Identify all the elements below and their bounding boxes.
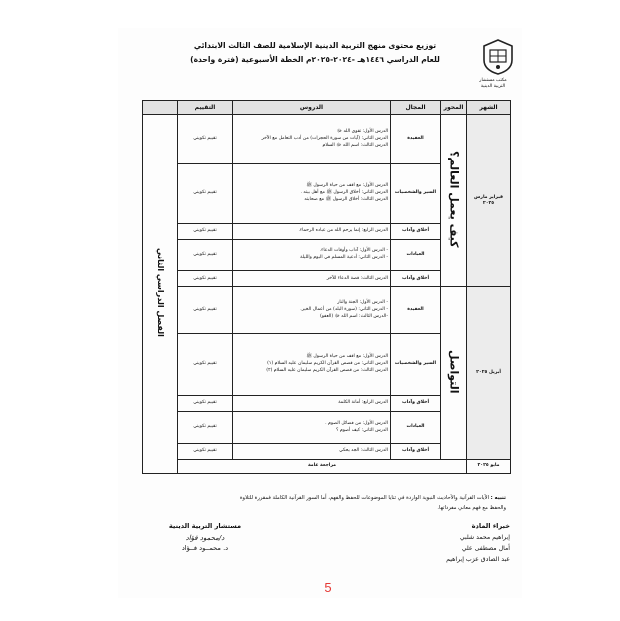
- lesson-item: الدرس الأول: مع اقف من حياة الرسول ﷺ: [306, 183, 388, 189]
- domain-cell: أخلاق وآداب: [391, 223, 441, 239]
- table-row: [143, 115, 511, 164]
- domain-cell: السير والشخصيات: [391, 334, 441, 396]
- domain-cell: العقيدة: [391, 115, 441, 164]
- domain-cell: العقيدة: [391, 287, 441, 334]
- evaluation-cell: تقييم تكويني: [178, 395, 233, 411]
- lessons-cell: [233, 334, 391, 396]
- evaluation-cell: تقييم تكويني: [178, 115, 233, 164]
- lessons-cell: [233, 115, 391, 164]
- office-label: [458, 78, 528, 90]
- evaluation-cell: تقييم تكويني: [178, 443, 233, 459]
- lesson-item: الدرس الثاني: من قصص القرآن الكريم سليمان عليه السلام (١): [267, 361, 388, 367]
- lesson-item: الدرس الأول: من فضائل الصوم .: [325, 420, 388, 426]
- advisor-signature: [150, 522, 260, 552]
- lessons-cell: [233, 287, 391, 334]
- evaluation-cell: تقييم تكويني: [178, 412, 233, 443]
- lesson-item: الدرس الرابع: أمانة الكلمة: [338, 400, 388, 406]
- lesson-item: الدرس الثاني: (آيات من سورة الحجرات) من أدب التعامل مع الآخر: [261, 135, 388, 141]
- experts-title: خبراء المادة: [471, 522, 510, 530]
- evaluation-cell: تقييم تكويني: [178, 223, 233, 239]
- axis-cell: [441, 287, 467, 459]
- curriculum-table: [142, 100, 511, 474]
- lesson-item: - الدرس الثاني: أدعية المسلم في اليوم والليلة: [300, 255, 388, 261]
- note-line-1: [140, 495, 506, 501]
- lesson-item: - الدرس الأول: الجنة والنار: [337, 300, 388, 306]
- header-lessons: الدروس: [233, 101, 391, 115]
- evaluation-cell: تقييم تكويني: [178, 163, 233, 223]
- domain-cell: أخلاق وآداب: [391, 271, 441, 287]
- note-line-2: والحفظ مع فهم معاني مفرداتها.: [437, 505, 506, 511]
- header-domain: المجال: [391, 101, 441, 115]
- header-evaluation: التقييم: [178, 101, 233, 115]
- page-number: 5: [324, 580, 332, 595]
- lessons-cell: [233, 239, 391, 270]
- lesson-item: الدرس الثاني: أخلاق الرسول ﷺ مع أهل بيته .: [300, 190, 388, 196]
- lesson-item: الدرس الثالث: من قصص القرآن الكريم سليمان عليه السلام (٢): [266, 368, 388, 374]
- lesson-item: الدرس الثالث: أخلاق الرسول ﷺ مع صحابته: [304, 197, 388, 203]
- lesson-item: الدرس الرابع: إنما يرحم الله من عباده الرحماء.: [298, 228, 388, 234]
- lessons-cell: [233, 223, 391, 239]
- note-text-1: الآيات القرآنية والأحاديث النبوية الواردة في ثنايا الموضوعات للحفظ والفهم، أما السور القرآنية الكاملة فمقررة للتلاوة: [239, 495, 490, 501]
- evaluation-cell: تقييم تكويني: [178, 239, 233, 270]
- advisor-title: مستشار التربية الدينية: [168, 522, 242, 530]
- final-review-cell: مراجعة عامة: [178, 459, 467, 473]
- term-label: الفصل الدراسي الثاني: [156, 248, 165, 337]
- ministry-logo-icon: [480, 38, 516, 76]
- expert-name: إبراهيم محمد شلبي: [459, 534, 510, 541]
- lessons-cell: [233, 271, 391, 287]
- lessons-cell: [233, 163, 391, 223]
- axis-cell: [441, 115, 467, 287]
- lesson-item: الدرس الثالث: اسم الله ﷻ السلام: [322, 142, 388, 148]
- domain-cell: أخلاق وآداب: [391, 395, 441, 411]
- lessons-cell: [233, 443, 391, 459]
- axis-label: التواصل: [447, 349, 461, 394]
- office-line-2: التربية الدينية: [480, 84, 506, 89]
- month-cell: فبراير مارس ٢٠٢٥: [467, 115, 511, 287]
- office-line-1: مكتب مستشار: [479, 78, 507, 83]
- domain-cell: العبادات: [391, 412, 441, 443]
- table-header-row: [143, 101, 511, 115]
- header-axis: المحور: [441, 101, 467, 115]
- experts-signature: [370, 522, 510, 567]
- note-label: تنبيه :: [490, 495, 506, 501]
- advisor-name: د. محمــود فــؤاد: [181, 544, 229, 552]
- lesson-item: -الدرس الثالث: اسم الله ﷻ (العفو): [320, 314, 388, 320]
- month-cell: أبريل ٢٠٢٥: [467, 287, 511, 459]
- domain-cell: السير والشخصيات: [391, 163, 441, 223]
- header-month: الشهر: [467, 101, 511, 115]
- header-term-blank: [143, 101, 178, 115]
- lesson-item: الدرس الأول: مع اقف من حياة الرسول ﷺ: [306, 354, 388, 360]
- domain-cell: أخلاق وآداب: [391, 443, 441, 459]
- lesson-item: الدرس الثاني: كيف أصوم ؟: [335, 427, 388, 433]
- evaluation-cell: تقييم تكويني: [178, 334, 233, 396]
- lesson-item: الدرس الأول: تقوى الله ﷻ: [336, 128, 388, 134]
- expert-name: أمال مصطفى علي: [461, 545, 510, 552]
- table-row: [143, 287, 511, 334]
- evaluation-cell: تقييم تكويني: [178, 271, 233, 287]
- lessons-cell: [233, 412, 391, 443]
- table-row: [143, 459, 511, 473]
- lesson-item: الدرس الثالث: الجد يحكي: [339, 448, 388, 454]
- lesson-item: - الدرس الثاني: (سورة البلد) من أعمال الخير.: [300, 307, 388, 313]
- lesson-item: الدرس الثالث: قصة الدعاء للآخر: [326, 275, 388, 281]
- document-subtitle: للعام الدراسي ١٤٤٦هـ -٢٠٢٤-٢٠٢٥م الخطة الأسبوعية (فترة واحدة): [190, 55, 440, 64]
- term-cell: [143, 115, 178, 474]
- lessons-cell: [233, 395, 391, 411]
- evaluation-cell: تقييم تكويني: [178, 287, 233, 334]
- axis-label: كيف يعمل العالم؟: [447, 150, 461, 248]
- expert-name: عبد الصادق عزب إبراهيم: [446, 556, 510, 563]
- lesson-item: - الدرس الأول: آداب وأوقات الدعاء.: [319, 248, 388, 254]
- domain-cell: العبادات: [391, 239, 441, 270]
- final-month-cell: مايو ٢٠٢٥: [467, 459, 511, 473]
- document-title: توزيع محتوى منهج التربية الدينية الإسلامية للصف الثالث الابتدائي: [193, 41, 437, 50]
- advisor-handwriting: د/محمود فؤاد: [185, 534, 225, 542]
